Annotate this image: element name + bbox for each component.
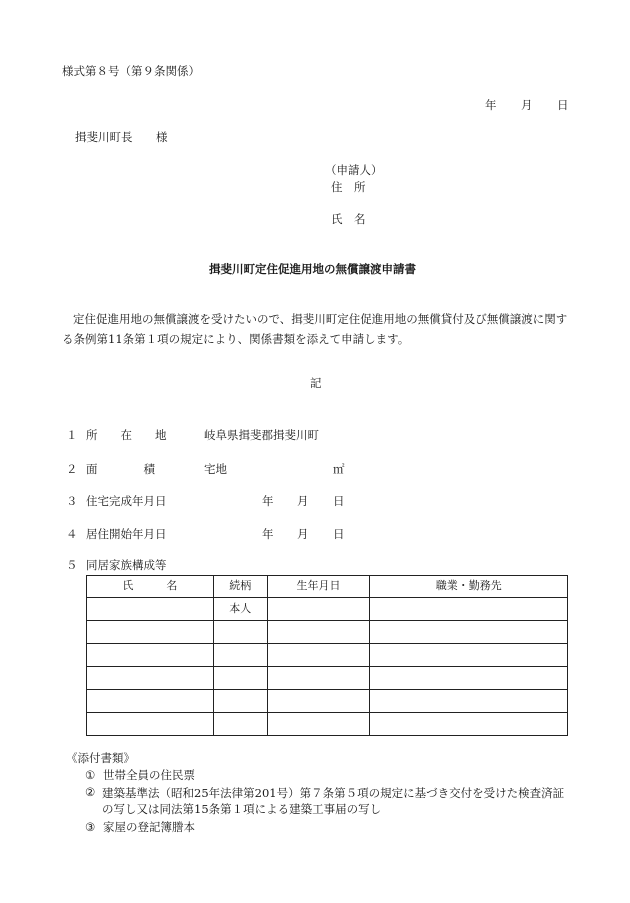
header-relation: 続柄 [213,576,267,598]
attachment-mark: ③ [85,820,96,834]
month-label: 月 [297,494,309,508]
table-row [87,644,568,667]
item-number: ４ [66,527,78,541]
cell-birthdate[interactable] [267,621,370,644]
cell-relation[interactable] [213,713,267,736]
cell-name[interactable] [87,690,214,713]
attachment-item [85,768,195,783]
table-header-row [87,576,568,598]
cell-name[interactable] [87,644,214,667]
header-name: 氏 名 [87,576,214,598]
header-occupation: 職業・勤務先 [370,576,568,598]
cell-birthdate[interactable] [267,713,370,736]
table-row [87,690,568,713]
date-day-label: 日 [557,98,569,112]
applicant-heading: （申請人） [325,163,383,177]
cell-name[interactable] [87,621,214,644]
form-number: 様式第８号（第９条関係） [62,64,200,78]
header-birthdate: 生年月日 [267,576,370,598]
cell-occupation[interactable] [370,598,568,621]
document-title: 揖斐川町定住促進用地の無償譲渡申請書 [209,262,416,276]
item-value: 宅地 [204,462,227,476]
item-label: 所 在 地 [86,428,167,442]
cell-relation: 本人 [213,598,267,621]
item-number: ３ [66,494,78,508]
year-label: 年 [262,527,274,541]
item-label: 面 積 [86,462,155,476]
cell-relation[interactable] [213,644,267,667]
cell-relation[interactable] [213,621,267,644]
day-label: 日 [333,494,345,508]
year-label: 年 [262,494,274,508]
address-label: 住 所 [331,180,366,194]
cell-birthdate[interactable] [267,644,370,667]
cell-relation[interactable] [213,690,267,713]
cell-birthdate[interactable] [267,598,370,621]
family-table [86,575,568,736]
cell-birthdate[interactable] [267,667,370,690]
item-value: 岐阜県揖斐郡揖斐川町 [204,428,319,442]
cell-occupation[interactable] [370,713,568,736]
date-year-label: 年 [485,98,497,112]
item-number: １ [66,428,78,442]
cell-relation[interactable] [213,667,267,690]
area-unit: ㎡ [333,462,345,476]
name-label: 氏 名 [331,212,366,226]
table-row [87,621,568,644]
ki-heading: 記 [310,376,322,390]
attachment-mark: ② [85,785,96,799]
cell-name[interactable] [87,598,214,621]
attachment-text: 世帯全員の住民票 [102,768,195,782]
attachments-heading: 《添付書類》 [66,751,135,765]
item-label: 居住開始年月日 [86,527,167,541]
body-paragraph: 定住促進用地の無償譲渡を受けたいので、揖斐川町定住促進用地の無償貸付及び無償譲渡に関する条例第11条第１項の規定により、関係書類を添えて申請します。 [62,312,568,346]
cell-occupation[interactable] [370,621,568,644]
attachment-item [85,820,195,835]
item-number: ２ [66,462,78,476]
cell-name[interactable] [87,713,214,736]
item-number: ５ [66,558,78,572]
table-row [87,667,568,690]
item-label: 住宅完成年月日 [86,494,167,508]
cell-birthdate[interactable] [267,690,370,713]
cell-occupation[interactable] [370,667,568,690]
cell-occupation[interactable] [370,644,568,667]
attachment-text: 家屋の登記簿謄本 [102,820,195,834]
addressee-honorific: 様 [156,130,168,144]
day-label: 日 [333,527,345,541]
cell-occupation[interactable] [370,690,568,713]
table-row [87,598,568,621]
attachment-mark: ① [85,768,96,782]
item-label: 同居家族構成等 [86,558,167,572]
addressee-name: 揖斐川町長 [75,130,133,144]
cell-name[interactable] [87,667,214,690]
date-month-label: 月 [521,98,533,112]
attachment-text: 建築基準法（昭和25年法律第201号）第７条第５項の規定に基づき交付を受けた検査済証の写し又は同法第15条第１項による建築工事届の写し [102,786,565,816]
table-row [87,713,568,736]
month-label: 月 [297,527,309,541]
